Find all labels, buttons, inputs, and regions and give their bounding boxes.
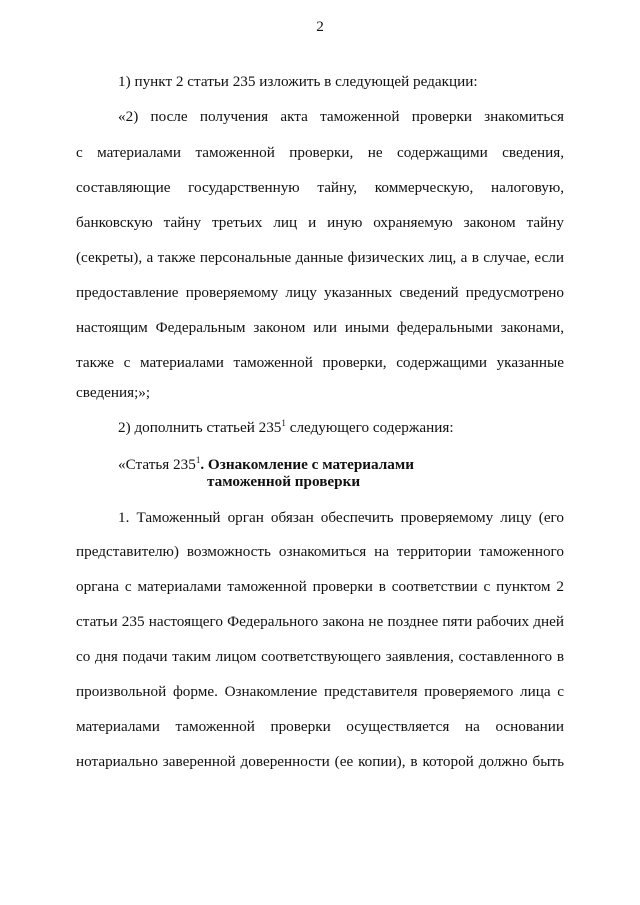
article-heading-title: Ознакомление с материалами [207,456,414,473]
quote-line: с материалами таможенной проверки, не содержащими сведения, [76,144,564,161]
quote-line: предоставление проверяемому лицу указанных сведений предусмотрено [76,284,564,301]
item-2-intro-tail: следующего содержания: [285,419,454,436]
body-line: представителю) возможность ознакомиться на территории таможенного [76,543,564,560]
body-line: нотариально заверенной доверенности (ее копии), в которой должно быть [76,753,564,770]
body-line: органа с материалами таможенной проверки в соответствии с пунктом 2 [76,578,564,595]
body-line: 1. Таможенный орган обязан обеспечить проверяемому лицу (его [118,509,564,526]
article-heading-prefix: «Статья 235 [118,456,196,473]
quote-line: «2) после получения акта таможенной проверки знакомиться [118,108,564,125]
body-line: материалами таможенной проверки осуществляется на основании [76,718,564,735]
body-line: статьи 235 настоящего Федерального закона не позднее пяти рабочих дней [76,613,564,630]
item-1-intro: 1) пункт 2 статьи 235 изложить в следующей редакции: [118,73,478,90]
item-2-intro [118,418,564,438]
quote-line: (секреты), а также персональные данные физических лиц, а в случае, если [76,249,564,266]
body-line: со дня подачи таким лицом соответствующего заявления, составленного в [76,648,564,665]
item-2-intro-text: 2) дополнить статьей 235 [118,419,282,436]
quote-line-last: сведения;»; [76,384,151,401]
quote-line: составляющие государственную тайну, коммерческую, налоговую, [76,179,564,196]
quote-line: банковскую тайну третьих лиц и иную охраняемую законом тайну [76,214,564,231]
quote-line: также с материалами таможенной проверки, содержащими указанные [76,354,564,371]
article-heading-title-line2: таможенной проверки [207,473,361,490]
article-heading-superscript: 1 [195,455,201,465]
body-line: произвольной форме. Ознакомление представителя проверяемого лица с [76,683,564,700]
quote-line: настоящим Федеральным законом или иными федеральными законами, [76,319,564,336]
page-number: 2 [316,18,324,35]
item-2-superscript: 1 [281,418,286,428]
article-heading-punct: . [200,456,208,473]
